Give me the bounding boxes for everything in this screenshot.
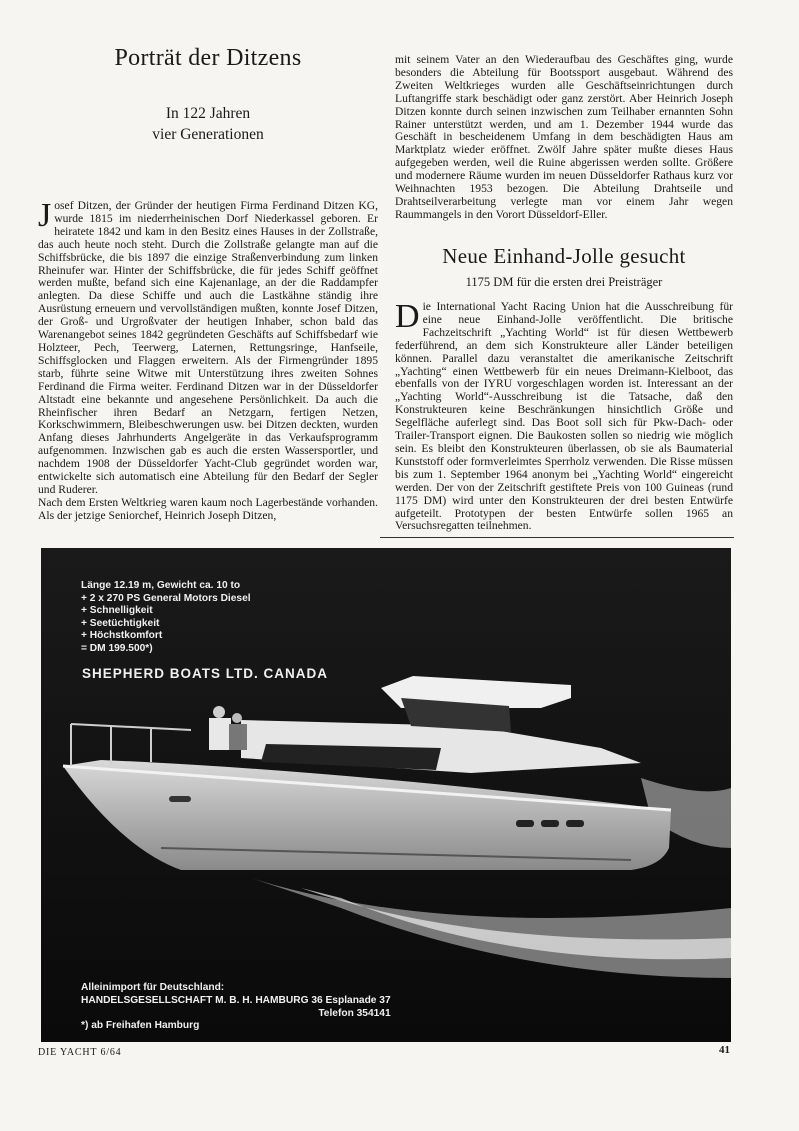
subtitle-line-1: In 122 Jahren <box>165 105 251 122</box>
spec-line: + Schnelligkeit <box>81 605 153 617</box>
body-paragraph-3: ie International Yacht Racing Union hat die Ausschreibung für eine neue Einhand-Jolle veröffentlicht. Die britische Fachzeitschrift „Yachting World“ ist für diesen Wettbewerb federführend, an dem sich Konstrukteure aller Länder beteiligen können. Parallel dazu veranstaltet die amerikanische Zeitschrift „Yachting“ einen Wettbewerb für ein neues Dreimann-Kielboot, das ebenfalls von der IYRU vorgeschlagen worden ist. Interessant an der „Yachting World“-Ausschreibung ist die Tatsache, daß den Konstrukteuren keine Beschränkungen hinsichtlich Größe und Segelfläche auferlegt sind. Das Boot soll sich für Pkw-Dach- oder Trailer-Transport eignen. Die Baukosten sollen so niedrig wie möglich sein. Es bleibt den Konstrukteuren überlassen, ob sie als Baumaterial Kunststoff oder formverleimtes Sperrholz verwenden. Die Risse müssen bis zum 1. September 1964 anonym bei „Yachting World“ eingereicht werden. Der von der Zeitschrift gestiftete Preis von 100 Guineas (rund 1175 DM) wird unter den Konstrukteuren der drei besten Entwürfe aufgeteilt. Prototypen der besten Entwürfe sollen 1965 an Versuchsregatten teilnehmen. <box>395 300 733 533</box>
drop-cap-2: D <box>395 298 420 335</box>
ad-brand: SHEPHERD BOATS LTD. CANADA <box>82 666 329 681</box>
boat-specs <box>81 580 251 656</box>
spec-line: + Höchstkomfort <box>81 630 163 642</box>
import-company: HANDELSGESELLSCHAFT M. B. H. HAMBURG 36 Esplanade 37 <box>81 994 391 1006</box>
import-info <box>81 982 391 1033</box>
article-subtitle <box>38 103 378 145</box>
spec-line: + Seetüchtigkeit <box>81 617 160 629</box>
import-heading: Alleinimport für Deutschland: <box>81 982 225 993</box>
subtitle-line-2: vier Generationen <box>152 126 264 143</box>
article-body <box>38 197 378 523</box>
body-paragraph-1: osef Ditzen, der Gründer der heutigen Firma Ferdinand Ditzen KG, wurde 1815 im niederrheinischen Dorf Niederkassel geboren. Er heiratete 1842 und kam in den Besitz eines Hauses in der Zollstraße, das auch heute noch steht. Durch die Zollstraße gelangte man auf die Schiffsbrücke, die bis 1897 die einzige Straßenverbindung zum linken Rheinufer war. Hinter der Schiffsbrücke, die für jedes Schiff geöffnet werden mußte, befand sich eine Kajenanlage, an der die Raddampfer anlegten. Da diese Schiffe und auch die Lastkähne ständig ihre Ausrüstung erneuern und vervollständigen mußten, konnte Josef Ditzen, der Groß- und Urgroßvater der heutigen Inhaber, schon bald das Warenangebot seines 1842 gegründeten Geschäfts auf Schiffsbedarf wie Holzteer, Pech, Teerwerg, Laternen, Rettungsringe, Hanfseile, Schiffsglocken und Flaggen erweitern. Als der Firmengründer 1895 starb, führte seine Witwe mit Unterstützung ihres zweiten Sohnes Ferdinand die Firma weiter. Ferdinand Ditzen war in der Düsseldorfer Altstadt eine bekannte und angesehene Persönlichkeit. Da auch die Rheinfischer ihren Bedarf an Netzgarn, fertigen Netzen, Korkschwimmern, Bleibeschwerungen usw. bei Ditzen deckten, wurden Anfang dieses Jahrhunderts Angelgeräte in das Verkaufsprogramm aufgenommen. Inzwischen gab es auch die ersten Wassersportler, und nachdem 1908 der Düsseldorfer Yacht-Club gegründet worden war, entwickelte sich automatisch eine Abteilung für den Bedarf der Segler und Ruderer. <box>38 199 378 496</box>
spec-line: = DM 199.500*) <box>81 642 153 654</box>
article-title-2: Neue Einhand-Jolle gesucht <box>442 244 686 268</box>
import-phone: Telefon 354141 <box>318 1007 391 1019</box>
article-title: Porträt der Ditzens <box>114 45 302 71</box>
divider-rule <box>380 537 734 538</box>
drop-cap: J <box>38 197 52 234</box>
ad-footnote: *) ab Freihafen Hamburg <box>81 1020 200 1032</box>
article-subtitle-2: 1175 DM für die ersten drei Preisträger <box>465 275 663 289</box>
body-paragraph-2: Nach dem Ersten Weltkrieg waren kaum noch Lagerbestände vorhanden. Als der jetzige Seniorchef, Heinrich Joseph Ditzen, <box>38 495 378 522</box>
page-number: 41 <box>719 1044 730 1056</box>
article-continuation <box>395 54 733 222</box>
spec-line: Länge 12.19 m, Gewicht ca. 10 to <box>81 580 241 591</box>
magazine-issue: DIE YACHT 6/64 <box>38 1047 122 1058</box>
continuation-paragraph: mit seinem Vater an den Wiederaufbau des Geschäftes ging, wurde besonders die Abteilung für Bootssport ausgebaut. Während des Zweiten Weltkrieges wurden alle Geschäftseinrichtungen durch Luftangriffe stark beschädigt oder ganz zerstört. Aber Heinrich Joseph Ditzen konnte durch seinen inzwischen zum Teilhaber ernannten Sohn Rainer unterstützt werden, und am 1. Dezember 1944 wurde das Geschäft in bescheidenem Umfang in dem beschädigten Haus am Marktplatz wieder eröffnet. Zwölf Jahre später mußte dieses Haus aufgegeben werden, weil die Ruine abgerissen werden sollte. Größere und modernere Räume wurden im neuen Düsseldorfer Rathaus kurz vor Weihnachten 1953 bezogen. Die Abteilung Drahtseile und Drahtseilverarbeitung verlegte man vor einem Jahr wegen Raummangels in den Vorort Düsseldorf-Eller. <box>395 53 733 221</box>
spec-line: + 2 x 270 PS General Motors Diesel <box>81 592 251 604</box>
article-body-2 <box>395 298 733 533</box>
advertisement <box>41 548 731 1042</box>
